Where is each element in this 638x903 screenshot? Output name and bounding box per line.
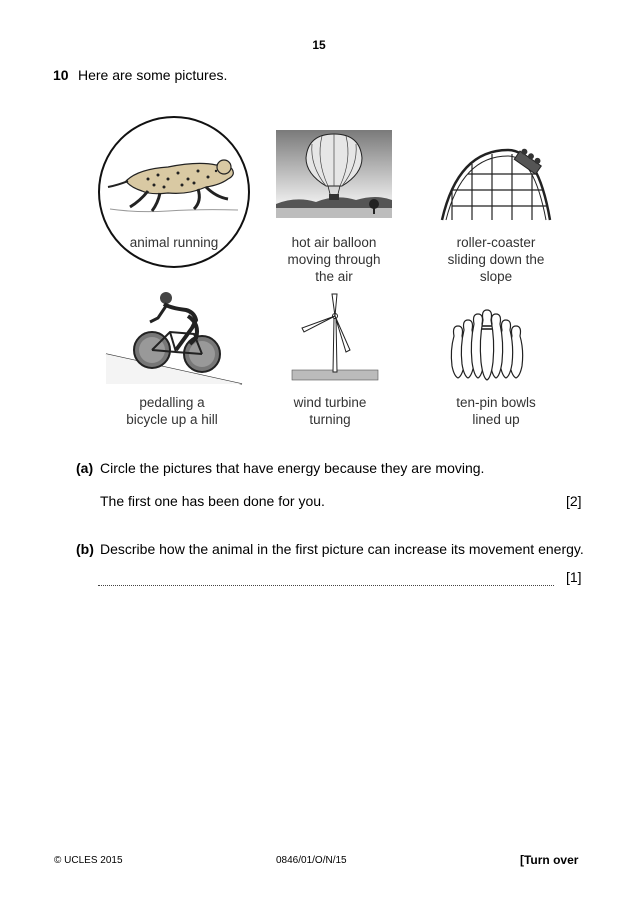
footer-turn-over: [Turn over: [520, 853, 579, 867]
answer-line[interactable]: [98, 585, 554, 586]
part-a-question: Circle the pictures that have energy because they are moving.: [100, 460, 485, 476]
part-b-label: (b): [76, 541, 94, 557]
part-b-question: Describe how the animal in the first picture can increase its movement energy.: [100, 541, 584, 557]
question-intro: Here are some pictures.: [78, 67, 228, 83]
page-number: 15: [312, 38, 326, 52]
roller-coaster-icon: [438, 140, 556, 222]
picture-label-hot-air-balloon: hot air balloon moving through the air: [287, 235, 381, 284]
picture-label-roller-coaster: roller-coaster sliding down the slope: [447, 235, 545, 284]
picture-label-cyclist: pedalling a bicycle up a hill: [126, 395, 218, 427]
hot-air-balloon-icon: [276, 130, 392, 218]
bowling-pins-icon: [446, 310, 528, 382]
picture-label-wind-turbine: wind turbine turning: [293, 395, 367, 427]
cyclist-icon: [104, 284, 244, 388]
part-a-marks: [2]: [566, 493, 582, 509]
picture-label-animal-running: animal running: [129, 235, 219, 250]
wind-turbine-icon: [292, 294, 378, 382]
question-number: 10: [53, 67, 69, 83]
picture-label-bowling-pins: ten-pin bowls lined up: [456, 395, 536, 427]
footer-copyright: © UCLES 2015: [54, 855, 123, 866]
part-b-marks: [1]: [566, 569, 582, 585]
part-a-label: (a): [76, 460, 94, 476]
footer-code: 0846/01/O/N/15: [276, 855, 347, 866]
part-a-note: The first one has been done for you.: [100, 493, 325, 509]
